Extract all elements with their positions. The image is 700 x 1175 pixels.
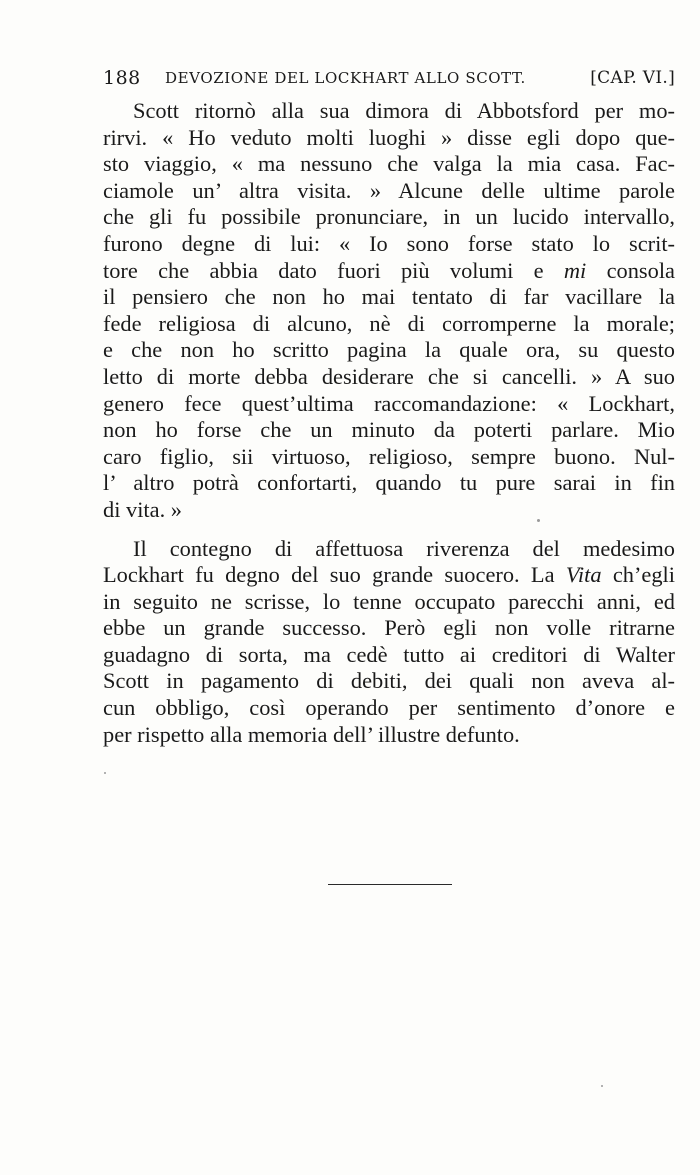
text-line: Scott in pagamento di debiti, dei quali non aveva al- [103,668,675,694]
page-number: 188 [103,67,141,89]
paper-speck [537,519,540,522]
text-line: caro figlio, sii virtuoso, religioso, sempre buono. Nul- [103,443,675,469]
text-line: genero fece quest’ultima raccomandazione: « Lockhart, [103,390,675,416]
italic-word: Vita [565,562,602,588]
text-line: fede religiosa di alcuno, nè di corromperne la morale; [103,310,675,336]
text-line: letto di morte debba desiderare che si cancelli. » A suo [103,363,675,389]
text-line [103,562,675,589]
line-text: consola [586,257,675,283]
running-title: DEVOZIONE DEL LOCKHART ALLO SCOTT. [165,69,526,87]
running-head [103,64,675,92]
paper-speck [601,1085,603,1087]
line-text: Lockhart fu degno del suo grande suocero. La [103,562,566,588]
text-line: ebbe un grande successo. Però egli non volle ritrarne [103,615,675,641]
text-line: il pensiero che non ho mai tentato di far vacillare la [103,284,675,310]
text-line: ciamole un’ altra visita. » Alcune delle ultime parole [103,177,675,203]
text-line: l’ altro potrà confortarti, quando tu pure sarai in fin [103,470,675,496]
text-line: Il contegno di affettuosa riverenza del medesimo [133,535,675,561]
paragraph [103,536,675,749]
text-line: guadagno di sorta, ma cedè tutto ai creditori di Walter [103,641,675,667]
chapter-reference: [CAP. VI.] [590,68,675,88]
line-text: ch’egli [601,562,675,588]
text-line: cun obbligo, così operando per sentimento d’onore e [103,695,675,721]
text-line: Scott ritornò alla sua dimora di Abbotsford per mo- [133,98,675,123]
text-line: che gli fu possibile pronunciare, in un lucido intervallo, [103,204,675,230]
section-end-rule [328,884,452,885]
text-line: in seguito ne scrisse, lo tenne occupato parecchi anni, ed [103,588,675,614]
body-text [103,98,675,748]
paragraph [103,98,675,524]
text-line: sto viaggio, « ma nessuno che valga la mia casa. Fac- [103,151,675,177]
text-line: furono degne di lui: « Io sono forse stato lo scrit- [103,230,675,256]
text-line [103,258,675,285]
paper-speck [104,772,106,774]
line-text: tore che abbia dato fuori più volumi e [103,257,564,283]
text-line: per rispetto alla memoria dell’ illustre defunto. [103,721,520,747]
italic-word: mi [563,257,587,283]
text-line: di vita. » [103,496,182,522]
text-line: rirvi. « Ho veduto molti luoghi » disse egli dopo que- [103,124,675,150]
text-line: e che non ho scritto pagina la quale ora, su questo [103,337,675,363]
paragraph-gap [103,524,675,536]
text-line: non ho forse che un minuto da poterti parlare. Mio [103,417,675,443]
